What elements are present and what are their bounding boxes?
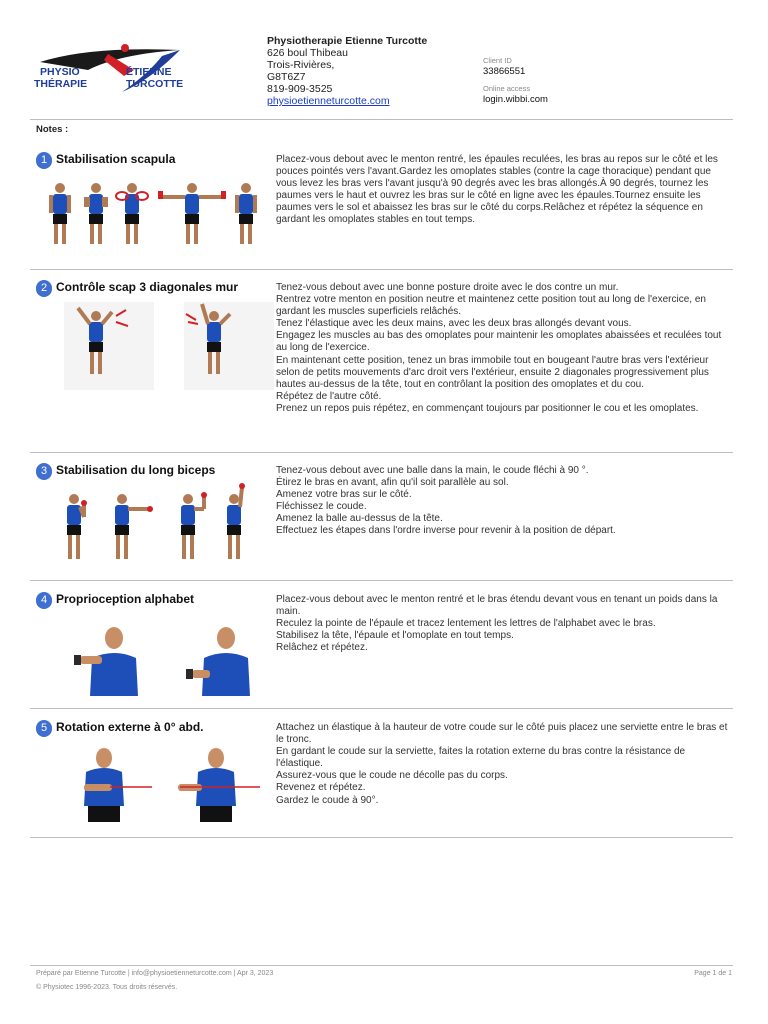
header-divider xyxy=(30,119,733,120)
exercise-1 xyxy=(30,152,733,270)
exercise-divider xyxy=(30,837,733,838)
description-line: Placez-vous debout avec le menton rentré, les épaules reculées, les bras au repos sur le côté et les pouces pointés vers l'avant.Gardez les omoplates stables (contre la cage thoracique) pendant que vous levez les bras vers l'avant jusqu'à 90 degrés avec les bras allongés.À 90 degrés, tournez les paumes vers le haut et ouvrez les bras sur le côté en ligne avec les épaules.Tournez ensuite les paumes vers le sol et abaissez les bras sur le côté du corps.Relâchez et répétez la séquence en gardant les omoplates stables en tout temps. xyxy=(276,154,718,226)
exercise-divider xyxy=(30,452,733,453)
description-line: Attachez un élastique à la hauteur de votre coude sur le côté puis placez une serviette entre le bras et le tronc. xyxy=(276,722,728,746)
exercise-title: Stabilisation scapula xyxy=(56,152,176,166)
exercise-title: Stabilisation du long biceps xyxy=(56,463,216,477)
exercise-description xyxy=(276,282,732,415)
online-access-label: Online access xyxy=(483,84,531,93)
description-line: Rentrez votre menton en position neutre et maintenez cette position tout au long de l'exercice, en gardant les muscles superficiels relâchés. xyxy=(276,294,706,318)
exercise-number-badge: 5 xyxy=(36,720,52,737)
clinic-city: Trois-Rivières, xyxy=(267,59,335,71)
description-line: Fléchissez le coude. xyxy=(276,501,367,513)
notes-label: Notes : xyxy=(36,124,69,135)
clinic-name: Physiotherapie Etienne Turcotte xyxy=(267,35,428,47)
exercise-description xyxy=(276,465,732,538)
svg-text:THÉRAPIE: THÉRAPIE xyxy=(34,78,88,90)
description-line: Amenez la balle au-dessus de la tête. xyxy=(276,513,443,525)
exercise-title: Rotation externe à 0° abd. xyxy=(56,720,204,734)
exercise-5 xyxy=(30,720,733,838)
access-info xyxy=(483,56,548,112)
description-line: Relâchez et répétez. xyxy=(276,642,368,654)
exercise-illustration xyxy=(44,483,274,565)
exercise-illustration xyxy=(44,182,274,252)
svg-text:PHYSIO: PHYSIO xyxy=(40,66,80,78)
clinic-info xyxy=(267,35,427,107)
exercise-4 xyxy=(30,592,733,709)
description-line: En maintenant cette position, tenez un bras immobile tout en bougeant l'autre bras vers l'extérieur selon de petits mouvements d'arc droit vers l'extérieur, ensuite 2 diagonales progressivement plus hautes au-dessus de la tête, tout en contrôlant la position des omoplates et du cou. xyxy=(276,354,709,390)
svg-text:TURCOTTE: TURCOTTE xyxy=(126,78,184,90)
svg-text:ÉTIENNE: ÉTIENNE xyxy=(126,66,172,78)
description-line: Reculez la pointe de l'épaule et tracez lentement les lettres de l'alphabet avec le bras. xyxy=(276,618,656,630)
description-line: Amenez votre bras sur le côté. xyxy=(276,489,412,501)
exercise-divider xyxy=(30,580,733,581)
exercise-illustration xyxy=(44,746,274,826)
exercise-3 xyxy=(30,463,733,581)
exercise-title: Proprioception alphabet xyxy=(56,592,195,606)
clinic-phone: 819-909-3525 xyxy=(267,83,333,95)
exercise-title: Contrôle scap 3 diagonales mur xyxy=(56,280,239,294)
client-id-value: 33866551 xyxy=(483,66,526,77)
exercise-2 xyxy=(30,280,733,453)
exercise-description xyxy=(276,722,732,807)
online-access-value: login.wibbi.com xyxy=(483,94,548,105)
clinic-logo xyxy=(30,40,200,110)
exercise-number-badge: 3 xyxy=(36,463,52,480)
page-number: Page 1 de 1 xyxy=(694,970,732,977)
exercise-divider xyxy=(30,269,733,270)
exercise-number-badge: 1 xyxy=(36,152,52,169)
exercise-description xyxy=(276,154,732,227)
description-line: Placez-vous debout avec le menton rentré et le bras étendu devant vous en tenant un poids dans la main. xyxy=(276,594,718,618)
description-line: Assurez-vous que le coude ne décolle pas du corps. xyxy=(276,770,508,782)
description-line: Engagez les muscles au bas des omoplates pour maintenir les omoplates abaissées et reculées tout au long de l'exercice. xyxy=(276,330,722,354)
description-line: Stabilisez la tête, l'épaule et l'omoplate en tout temps. xyxy=(276,630,514,642)
exercise-divider xyxy=(30,708,733,709)
exercise-description xyxy=(276,594,732,654)
description-line: Gardez le coude à 90°. xyxy=(276,794,379,806)
exercise-illustration xyxy=(44,626,274,698)
clinic-postal: G8T6Z7 xyxy=(267,71,306,83)
description-line: En gardant le coude sur la serviette, faites la rotation externe du bras contre la résistance de l'élastique. xyxy=(276,746,686,770)
exercise-number-badge: 4 xyxy=(36,592,52,609)
description-line: Répétez de l'autre côté. xyxy=(276,390,382,402)
description-line: Revenez et répétez. xyxy=(276,782,366,794)
description-line: Tenez-vous debout avec une bonne posture droite avec le dos contre un mur. xyxy=(276,282,619,293)
description-line: Tenez-vous debout avec une balle dans la main, le coude fléchi à 90 °. xyxy=(276,465,589,476)
footer-copyright: © Physiotec 1996-2023. Tous droits réservés. xyxy=(36,984,178,991)
footer-prepared-by: Préparé par Etienne Turcotte | info@physioetienneturcotte.com | Apr 3, 2023 xyxy=(36,970,274,977)
description-line: Tenez l'élastique avec les deux mains, avec les deux bras allongés devant vous. xyxy=(276,318,632,330)
clinic-street: 626 boul Thibeau xyxy=(267,47,348,59)
exercise-illustration xyxy=(44,302,274,392)
description-line: Étirez le bras en avant, afin qu'il soit parallèle au sol. xyxy=(276,477,509,489)
client-id-label: Client ID xyxy=(483,56,512,65)
clinic-website-link[interactable]: physioetienneturcotte.com xyxy=(267,95,390,107)
description-line: Effectuez les étapes dans l'ordre inverse pour revenir à la position de départ. xyxy=(276,525,616,537)
exercise-number-badge: 2 xyxy=(36,280,52,297)
footer-divider xyxy=(30,965,733,966)
description-line: Prenez un repos puis répétez, en commençant toujours par positionner le cou et les omoplates. xyxy=(276,402,699,414)
document-header xyxy=(0,0,768,120)
